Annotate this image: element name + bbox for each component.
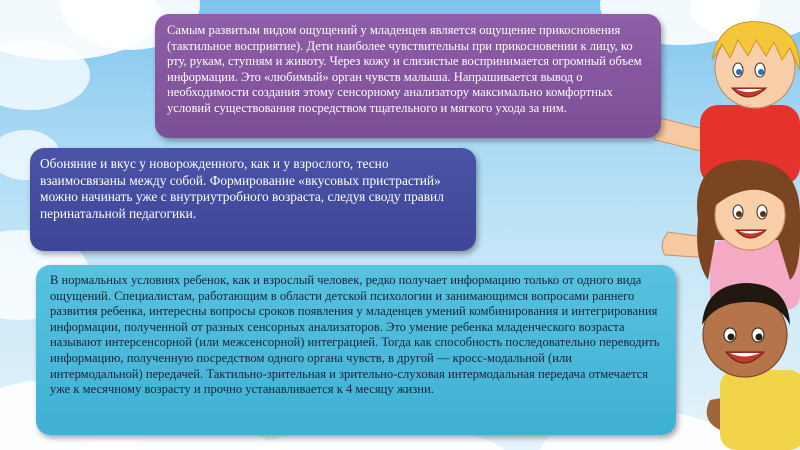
smell-taste-textbox — [30, 148, 476, 251]
tactile-perception-text: Самым развитым видом ощущений у младенцев является ощущение прикосновения (тактильное восприятие). Дети наиболее чувствительны при прикосновении к лицу, ко рту, рукам, ступням и животу. Через кожу и слизистые воспринимается огромный объем информации. Это «любимый» орган чувств малыша. Напрашивается вывод о необходимости создания этому сенсорному анализатору максимально комфортных условий существования посредством тщательного и мягкого ухода за ним. — [167, 23, 642, 115]
dark-haired-boy-icon — [702, 283, 800, 450]
smell-taste-text: Обоняние и вкус у новорожденного, как и у взрослого, тесно взаимосвязаны между собой. Формирование «вкусовых пристрастий» можно начинать уже с внутриутробного возраста, следуя своду правил перинатальной педагогики. — [40, 156, 444, 221]
blond-boy-icon — [653, 22, 800, 185]
tactile-perception-textbox — [155, 14, 661, 138]
intersensory-integration-textbox — [36, 265, 676, 435]
intersensory-integration-text: В нормальных условиях ребенок, как и взрослый человек, редко получает информацию только от одного вида ощущений. Специалистам, работающим в области детской психологии и занимающимся вопросами раннего развития ребенка, интересны вопросы сроков появления у младенцев умений комбинирования и интегрирования информации, полученной от разных сенсорных анализаторов. Это умение ребенка младенческого возраста называют интерсенсорной (или межсенсорной) интеграцией. Тогда как способность последовательно переводить информацию, полученную посредством одного органа чувств, в другой — кросс-модальной (или интермодальной) передачей. Тактильно-зрительная и зрительно-слуховая интермодальная передача отмечается уже к месячному возрасту и прочно устанавливается к 4 месяцу жизни. — [50, 273, 660, 397]
